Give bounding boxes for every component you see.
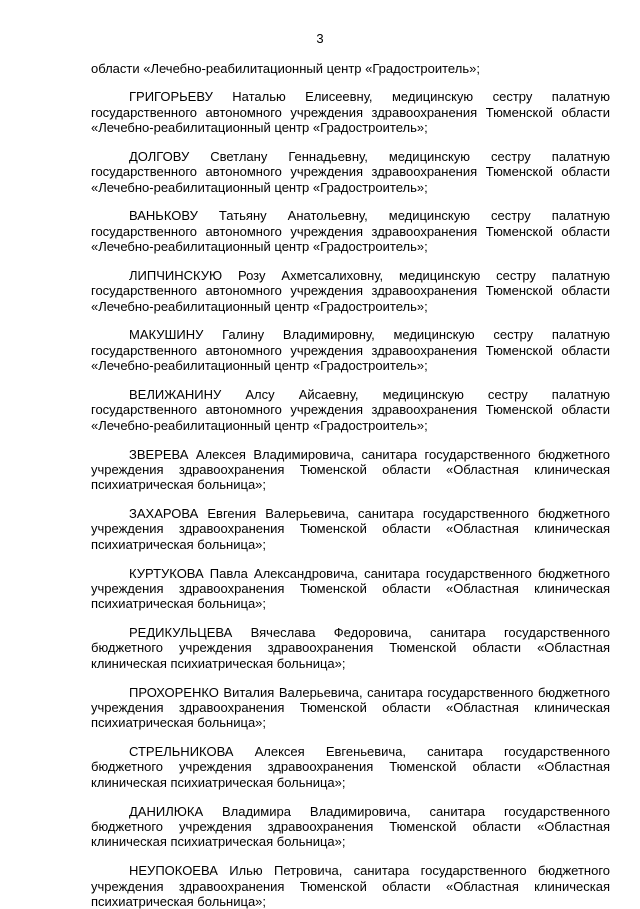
person-name: КУРТУКОВА Павла Александровича, [129, 565, 358, 581]
position-text: санитара государственного бюджетного учреждения здравоохранения Тюменской области «Областная клиническая психиатрическая больница»; [91, 565, 610, 612]
position-text: санитара государственного бюджетного учреждения здравоохранения Тюменской области «Областная клиническая психиатрическая больница»; [91, 863, 610, 909]
list-item [91, 625, 610, 671]
person-name: ДОЛГОВУ Светлану Геннадьевну, [129, 148, 368, 164]
person-name: ДАНИЛЮКА Владимира Владимировича, [129, 803, 411, 819]
list-item [91, 744, 610, 790]
list-item [91, 327, 610, 373]
position-text: санитара государственного бюджетного учреждения здравоохранения Тюменской области «Областная клиническая психиатрическая больница»; [91, 625, 610, 671]
list-item [91, 804, 610, 850]
person-name: ГРИГОРЬЕВУ Наталью Елисеевну, [129, 89, 373, 105]
page-number: 3 [316, 31, 324, 46]
position-text: санитара государственного бюджетного учреждения здравоохранения Тюменской области «Областная клиническая психиатрическая больница»; [91, 744, 610, 790]
person-name: ЗВЕРЕВА Алексея Владимировича, [129, 446, 355, 462]
list-item [91, 268, 610, 314]
list-item [91, 863, 610, 909]
person-name: РЕДИКУЛЬЦЕВА Вячеслава Федоровича, [129, 625, 412, 641]
person-name: МАКУШИНУ Галину Владимировну, [129, 327, 375, 343]
position-text: медицинскую сестру палатную государственного автономного учреждения здравоохранения Тюменской области «Лечебно-реабилитационный центр «Градостроитель»; [91, 208, 610, 255]
position-text: санитара государственного бюджетного учреждения здравоохранения Тюменской области «Областная клиническая психиатрическая больница»; [91, 506, 610, 552]
position-text: медицинскую сестру палатную государственного автономного учреждения здравоохранения Тюменской области «Лечебно-реабилитационный центр «Градостроитель»; [91, 89, 610, 136]
document-body [91, 61, 610, 909]
list-item [91, 208, 610, 254]
position-text: медицинскую сестру палатную государственного автономного учреждения здравоохранения Тюменской области «Лечебно-реабилитационный центр «Градостроитель»; [91, 327, 610, 374]
person-name: ВАНЬКОВУ Татьяну Анатольевну, [129, 208, 368, 224]
list-item [91, 387, 610, 433]
person-name: ЛИПЧИНСКУЮ Розу Ахметсалиховну, [129, 267, 384, 283]
person-name: ПРОХОРЕНКО Виталия Валерьевича, [129, 684, 363, 700]
list-item [91, 149, 610, 195]
position-text: медицинскую сестру палатную государственного автономного учреждения здравоохранения Тюменской области «Лечебно-реабилитационный центр «Градостроитель»; [91, 386, 610, 433]
list-item [91, 447, 610, 493]
person-name: ВЕЛИЖАНИНУ Алсу Айсаевну, [129, 386, 359, 402]
list-item [91, 89, 610, 135]
position-text: санитара государственного бюджетного учреждения здравоохранения Тюменской области «Областная клиническая психиатрическая больница»; [91, 446, 610, 493]
person-name: ЗАХАРОВА Евгения Валерьевича, [129, 506, 349, 522]
position-text: медицинскую сестру палатную государственного автономного учреждения здравоохранения Тюменской области «Лечебно-реабилитационный центр «Градостроитель»; [91, 267, 610, 314]
person-name: НЕУПОКОЕВА Илью Петровича, [129, 863, 343, 879]
list-item [91, 506, 610, 552]
position-text: медицинскую сестру палатную государственного автономного учреждения здравоохранения Тюменской области «Лечебно-реабилитационный центр «Градостроитель»; [91, 148, 610, 195]
position-text: санитара государственного бюджетного учреждения здравоохранения Тюменской области «Областная клиническая психиатрическая больница»; [91, 684, 610, 731]
list-item [91, 685, 610, 731]
lead-fragment: области «Лечебно-реабилитационный центр «Градостроитель»; [91, 61, 480, 76]
person-name: СТРЕЛЬНИКОВА Алексея Евгеньевича, [129, 744, 407, 760]
position-text: санитара государственного бюджетного учреждения здравоохранения Тюменской области «Областная клиническая психиатрическая больница»; [91, 803, 610, 850]
list-item [91, 566, 610, 612]
